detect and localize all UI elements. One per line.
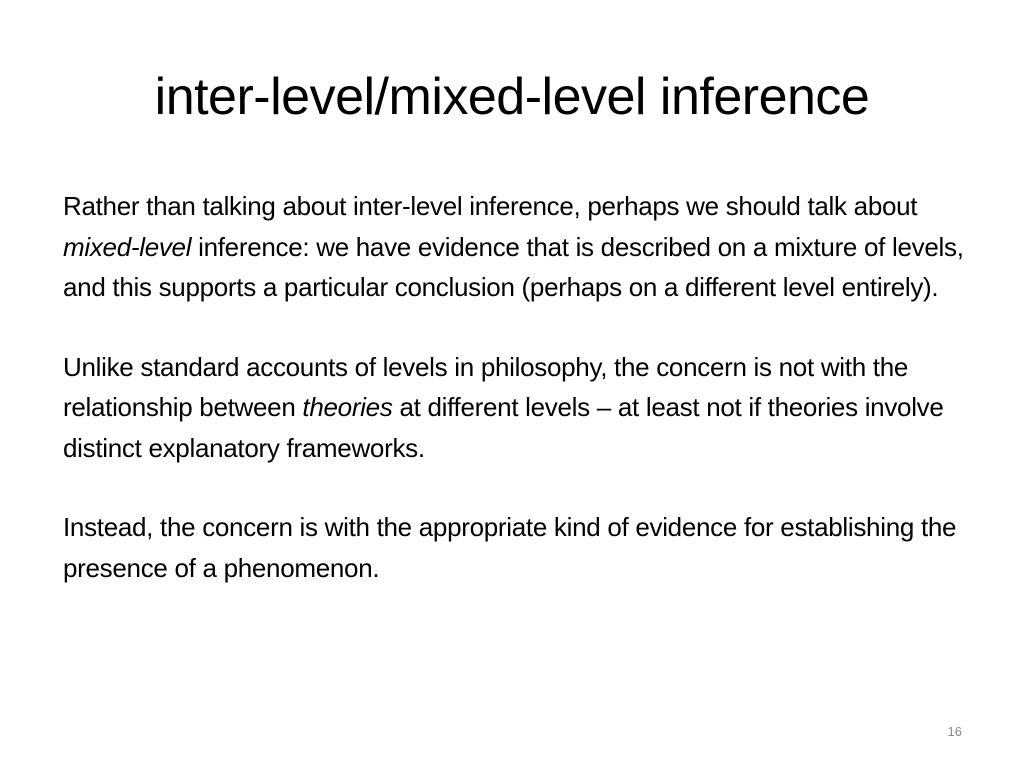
paragraph-text: at different levels – at least not if theories involve distinct explanatory frameworks.	[63, 392, 944, 463]
paragraph-text: Instead, the concern is with the appropriate kind of evidence for establishing the presence of a phenomenon.	[63, 512, 957, 583]
slide-body	[63, 186, 983, 627]
paragraph-3	[63, 507, 983, 588]
paragraph-text: Rather than talking about inter-level inference, perhaps we should talk about	[63, 191, 918, 221]
paragraph-1	[63, 186, 983, 308]
emphasis-text: mixed-level	[63, 231, 192, 262]
paragraph-text: Unlike standard accounts of levels in philosophy, the concern is not with the relationship between	[63, 351, 909, 422]
slide-title: inter-level/mixed-level inference	[154, 68, 870, 126]
paragraph-text: inference: we have evidence that is described on a mixture of levels, and this supports a particular conclusion (perhaps on a different level entirely).	[63, 231, 964, 302]
paragraph-2	[63, 347, 983, 469]
slide-number: 16	[947, 724, 962, 739]
emphasis-text: theories	[302, 392, 393, 422]
